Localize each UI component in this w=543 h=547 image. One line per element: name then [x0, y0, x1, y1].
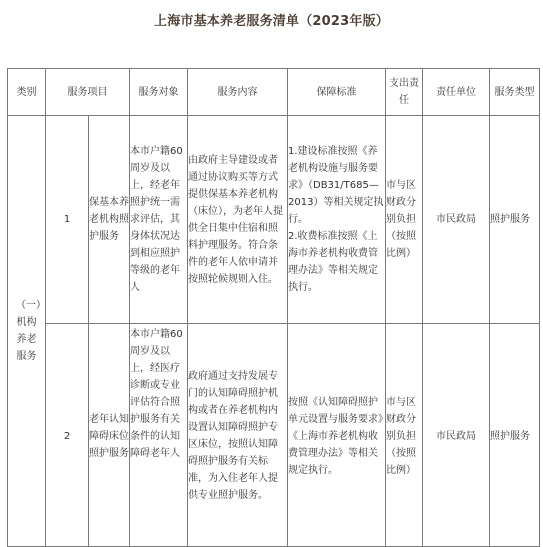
header-standard: 保障标准 [288, 69, 386, 116]
row-number: 2 [46, 324, 89, 547]
header-expense: 支出责任 [386, 69, 423, 116]
responsible-unit: 市民政局 [423, 324, 490, 547]
page-title: 上海市基本养老服务清单（2023年版） [154, 14, 389, 29]
table-row [8, 324, 540, 547]
header-content: 服务内容 [188, 69, 288, 116]
expense-responsibility: 市与区财政分别负担（按照比例） [386, 116, 423, 324]
table-row [8, 116, 540, 324]
service-target: 本市户籍60周岁及以上，经医疗诊断或专业评估符合照护服务有关条件的认知障碍老年人 [130, 324, 188, 547]
row-number: 1 [46, 116, 89, 324]
header-type: 服务类型 [490, 69, 540, 116]
category-cell: （一）机构养老服务 [8, 116, 46, 547]
table-header-row [8, 69, 540, 116]
service-type: 照护服务 [490, 324, 540, 547]
service-content: 由政府主导建设或者通过协议购买等方式提供保基本养老机构（床位），为老年人提供全日集中住宿和照料护理服务。符合条件的老年人依申请并按照轮候规则入住。 [188, 116, 288, 324]
header-unit: 责任单位 [423, 69, 490, 116]
service-list-table [7, 68, 540, 547]
service-type: 照护服务 [490, 116, 540, 324]
service-target: 本市户籍60周岁及以上，经老年照护统一需求评估，其身体状况达到相应照护等级的老年人 [130, 116, 188, 324]
responsible-unit: 市民政局 [423, 116, 490, 324]
header-item: 服务项目 [46, 69, 130, 116]
expense-responsibility: 市与区财政分别负担（按照比例） [386, 324, 423, 547]
service-standard: 按照《认知障碍照护单元设置与服务要求》《上海市养老机构收费管理办法》等相关规定执行。 [288, 324, 386, 547]
service-item: 老年认知障碍床位照护服务 [89, 324, 130, 547]
service-standard: 1.建设标准按照《养老机构设施与服务要求》（DB31/T685—2013）等相关规定执行。 2.收费标准按照《上海市养老机构收费管理办法》等相关规定执行。 [288, 116, 386, 324]
service-content: 政府通过支持发展专门的认知障碍照护机构或者在养老机构内设置认知障碍照护专区床位，按照认知障碍照护服务有关标准，为入住老年人提供专业照护服务。 [188, 324, 288, 547]
service-item: 保基本养老机构照护服务 [89, 116, 130, 324]
header-target: 服务对象 [130, 69, 188, 116]
header-category: 类别 [8, 69, 46, 116]
